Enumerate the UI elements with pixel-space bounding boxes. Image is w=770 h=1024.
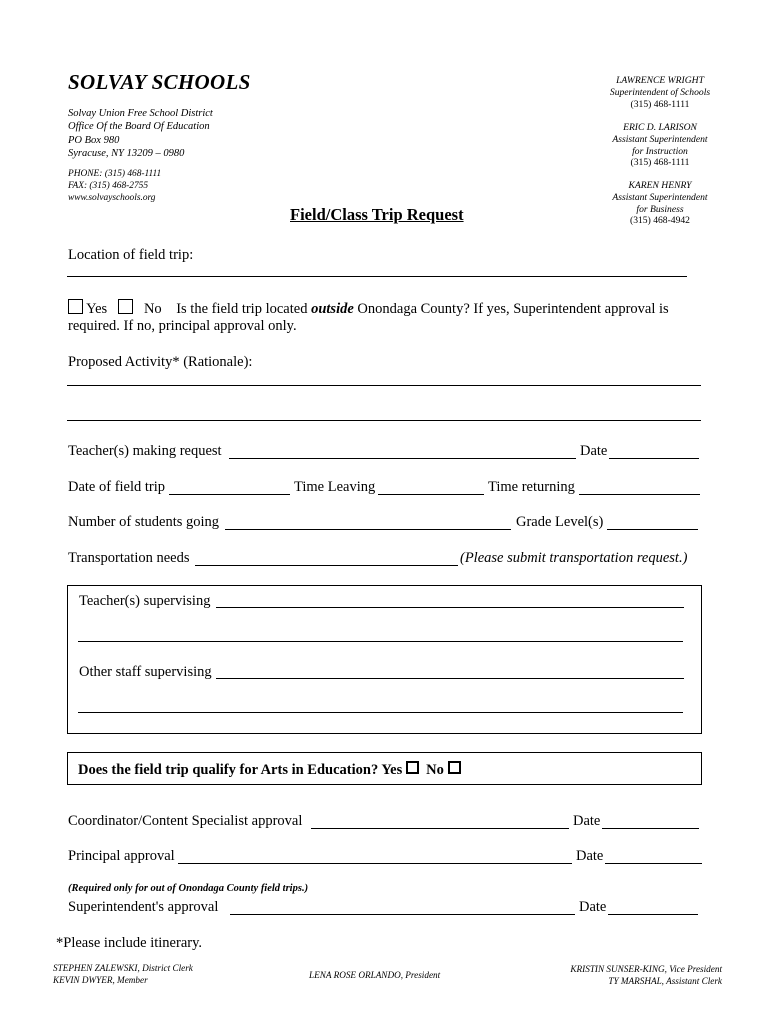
admin-phone: (315) 468-1111 — [630, 98, 690, 110]
request-date-field[interactable] — [609, 458, 699, 459]
footer-right — [570, 963, 722, 987]
district-contact — [68, 168, 161, 204]
board-member: KRISTIN SUNSER-KING, Vice President — [570, 964, 722, 974]
teacher-request-field[interactable] — [229, 458, 576, 459]
time-leaving-label: Time Leaving — [294, 479, 376, 495]
superintendent-field[interactable] — [230, 914, 575, 915]
activity-line-1[interactable] — [67, 385, 701, 386]
footer-left — [53, 962, 193, 986]
grade-field[interactable] — [607, 529, 698, 530]
superintendent-date-label: Date — [579, 899, 607, 915]
request-date-label: Date — [580, 443, 608, 459]
board-member: TY MARSHAL, Assistant Clerk — [608, 976, 722, 986]
no-label: No — [143, 301, 162, 317]
coordinator-field[interactable] — [311, 828, 569, 829]
superintendent-date-field[interactable] — [608, 914, 698, 915]
question-text-rest: Onondaga County? If yes, Superintendent approval is — [353, 301, 669, 317]
board-member: STEPHEN ZALEWSKI, District Clerk — [53, 963, 193, 973]
arts-yes-label: Yes — [381, 762, 403, 778]
outside-emphasis: outside — [311, 301, 354, 317]
superintendent-label: Superintendent's approval — [68, 899, 219, 915]
teacher-request-label: Teacher(s) making request — [68, 443, 222, 459]
transportation-note: (Please submit transportation request.) — [460, 550, 688, 566]
admin-name: LAWRENCE WRIGHT — [616, 75, 704, 86]
arts-question — [78, 761, 461, 779]
address-line: Solvay Union Free School District — [68, 108, 213, 119]
other-staff-label: Other staff supervising — [79, 664, 212, 680]
principal-date-field[interactable] — [605, 863, 702, 864]
arts-no-checkbox[interactable] — [448, 761, 461, 774]
admin-superintendent — [580, 75, 740, 110]
fax-line: FAX: (315) 468-2755 — [68, 181, 149, 191]
outside-no-checkbox[interactable] — [118, 299, 133, 314]
yes-label: Yes — [86, 301, 108, 317]
admin-phone: (315) 468-1111 — [630, 157, 690, 169]
teachers-supervising-line-2[interactable] — [78, 641, 683, 642]
location-field[interactable] — [67, 276, 687, 277]
phone-line: PHONE: (315) 468-1111 — [68, 169, 162, 179]
teachers-supervising-field[interactable] — [216, 607, 684, 608]
district-address — [68, 107, 213, 160]
arts-no-label: No — [426, 762, 444, 778]
transportation-field[interactable] — [195, 565, 458, 566]
date-of-trip-field[interactable] — [169, 494, 290, 495]
time-leaving-field[interactable] — [378, 494, 484, 495]
required-note: (Required only for out of Onondaga County field trips.) — [68, 883, 309, 894]
question-text: Is the field trip located — [176, 301, 312, 317]
admin-asst-business — [580, 180, 740, 227]
outside-yes-checkbox[interactable] — [68, 299, 83, 314]
proposed-activity-label: Proposed Activity* (Rationale): — [68, 354, 253, 370]
admin-role: for Business — [636, 203, 684, 215]
footer-center: LENA ROSE ORLANDO, President — [309, 970, 441, 980]
location-label: Location of field trip: — [68, 247, 194, 263]
principal-label: Principal approval — [68, 848, 175, 864]
admin-role: Assistant Superintendent — [612, 133, 708, 145]
principal-date-label: Date — [576, 848, 604, 864]
admin-name: ERIC D. LARISON — [623, 122, 697, 133]
coordinator-label: Coordinator/Content Specialist approval — [68, 813, 303, 829]
time-returning-label: Time returning — [488, 479, 575, 495]
transportation-label: Transportation needs — [68, 550, 190, 566]
principal-field[interactable] — [178, 863, 572, 864]
admin-role: Superintendent of Schools — [609, 86, 711, 98]
coordinator-date-label: Date — [573, 813, 601, 829]
school-name: SOLVAY SCHOOLS — [68, 70, 251, 94]
admin-asst-instruction — [580, 122, 740, 169]
students-label: Number of students going — [68, 514, 220, 530]
outside-question-line2: required. If no, principal approval only. — [68, 318, 297, 334]
address-line: PO Box 980 — [68, 134, 120, 146]
admin-role: Assistant Superintendent — [612, 191, 708, 203]
arts-yes-checkbox[interactable] — [406, 761, 419, 774]
outside-county-question — [68, 299, 669, 318]
other-staff-field[interactable] — [216, 678, 684, 679]
admin-phone: (315) 468-4942 — [630, 215, 690, 227]
other-staff-line-2[interactable] — [78, 712, 683, 713]
students-field[interactable] — [225, 529, 511, 530]
admin-role: for Instruction — [632, 145, 688, 157]
address-line: Syracuse, NY 13209 – 0980 — [68, 147, 185, 159]
address-line: Office Of the Board Of Education — [68, 121, 210, 133]
arts-question-text: Does the field trip qualify for Arts in Education? — [78, 762, 379, 778]
coordinator-date-field[interactable] — [602, 828, 699, 829]
admin-name: KAREN HENRY — [628, 180, 692, 191]
grade-label: Grade Level(s) — [516, 514, 604, 530]
itinerary-note: *Please include itinerary. — [56, 935, 203, 951]
website-line: www.solvayschools.org — [68, 193, 156, 203]
teachers-supervising-label: Teacher(s) supervising — [79, 593, 211, 609]
board-member: KEVIN DWYER, Member — [53, 975, 148, 985]
date-of-trip-label: Date of field trip — [68, 479, 166, 495]
activity-line-2[interactable] — [67, 420, 701, 421]
time-returning-field[interactable] — [579, 494, 700, 495]
form-title: Field/Class Trip Request — [290, 205, 464, 224]
